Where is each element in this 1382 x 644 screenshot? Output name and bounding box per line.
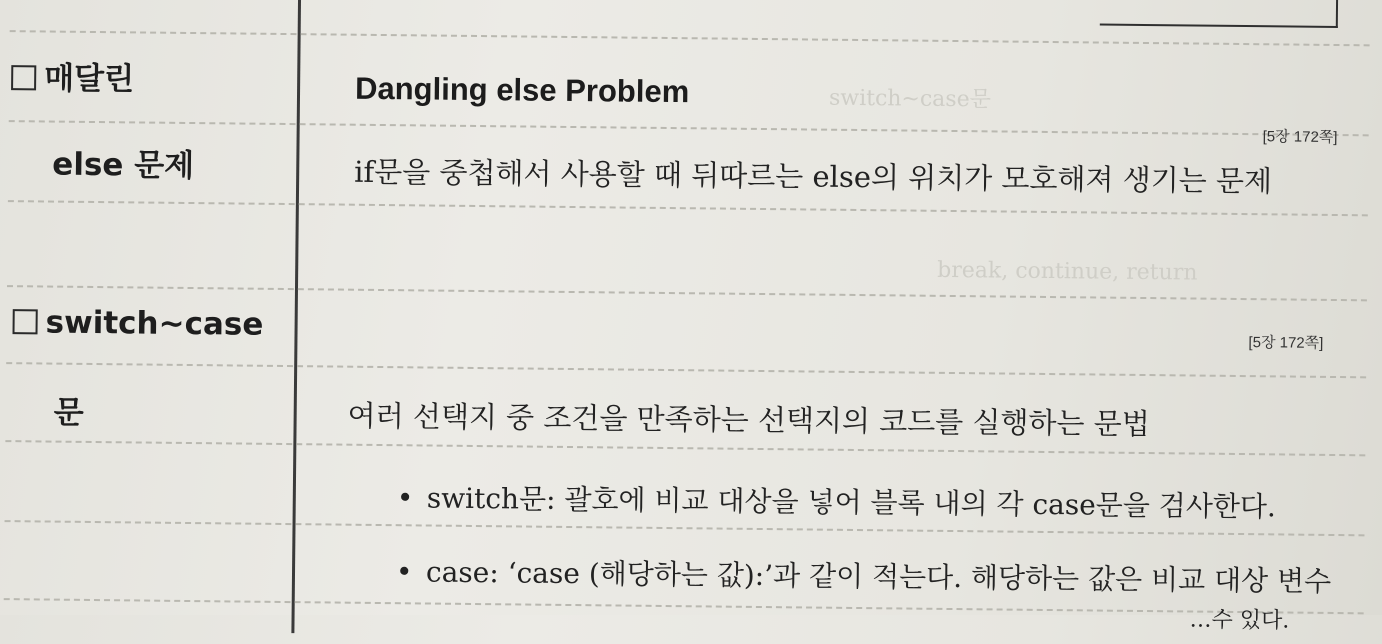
ruled-line — [9, 120, 1369, 136]
ruled-line — [5, 440, 1365, 456]
bullet-dot: • — [395, 555, 413, 589]
term-label: switch~case — [45, 304, 264, 343]
term-switch-case-line2: 문 — [53, 394, 84, 431]
page-reference: [5장 172쪽] — [1248, 334, 1324, 352]
bullet-item — [396, 550, 1332, 600]
term-switch-case-line1 — [12, 304, 263, 343]
definition: if문을 중첩해서 사용할 때 뒤따르는 else의 위치가 모호해져 생기는 문제 — [354, 154, 1273, 199]
checkbox-icon[interactable] — [13, 309, 38, 334]
ruled-line — [8, 200, 1368, 216]
column-divider — [291, 0, 301, 633]
show-through-text-1: switch~case문 — [828, 85, 992, 113]
bullet-text: case: ‘case (해당하는 값):’과 같이 적는다. 해당하는 값은 비교 대상 변수 — [425, 555, 1332, 598]
bullet-dot: • — [396, 481, 414, 515]
term-label: 매달린 — [43, 60, 135, 98]
cutoff-text: …수 있다. — [1189, 607, 1290, 634]
english-term: Dangling else Problem — [354, 70, 690, 110]
term-dangling-else-line2: else 문제 — [52, 146, 195, 185]
ruled-line — [10, 30, 1370, 46]
bullet-text: switch문: 괄호에 비교 대상을 넣어 블록 내의 각 case문을 검사한다. — [426, 481, 1277, 524]
bullet-item — [397, 476, 1276, 525]
ruled-line — [4, 598, 1364, 614]
page-reference: [5장 172쪽] — [1262, 128, 1338, 147]
top-box-frame — [1100, 0, 1338, 28]
checkbox-icon[interactable] — [11, 65, 36, 90]
definition: 여러 선택지 중 조건을 만족하는 선택지의 코드를 실행하는 문법 — [347, 398, 1150, 442]
ruled-line — [7, 285, 1367, 301]
show-through-text-2: break, continue, return — [937, 257, 1198, 286]
ruled-line — [6, 362, 1366, 378]
term-dangling-else-line1 — [11, 52, 134, 98]
